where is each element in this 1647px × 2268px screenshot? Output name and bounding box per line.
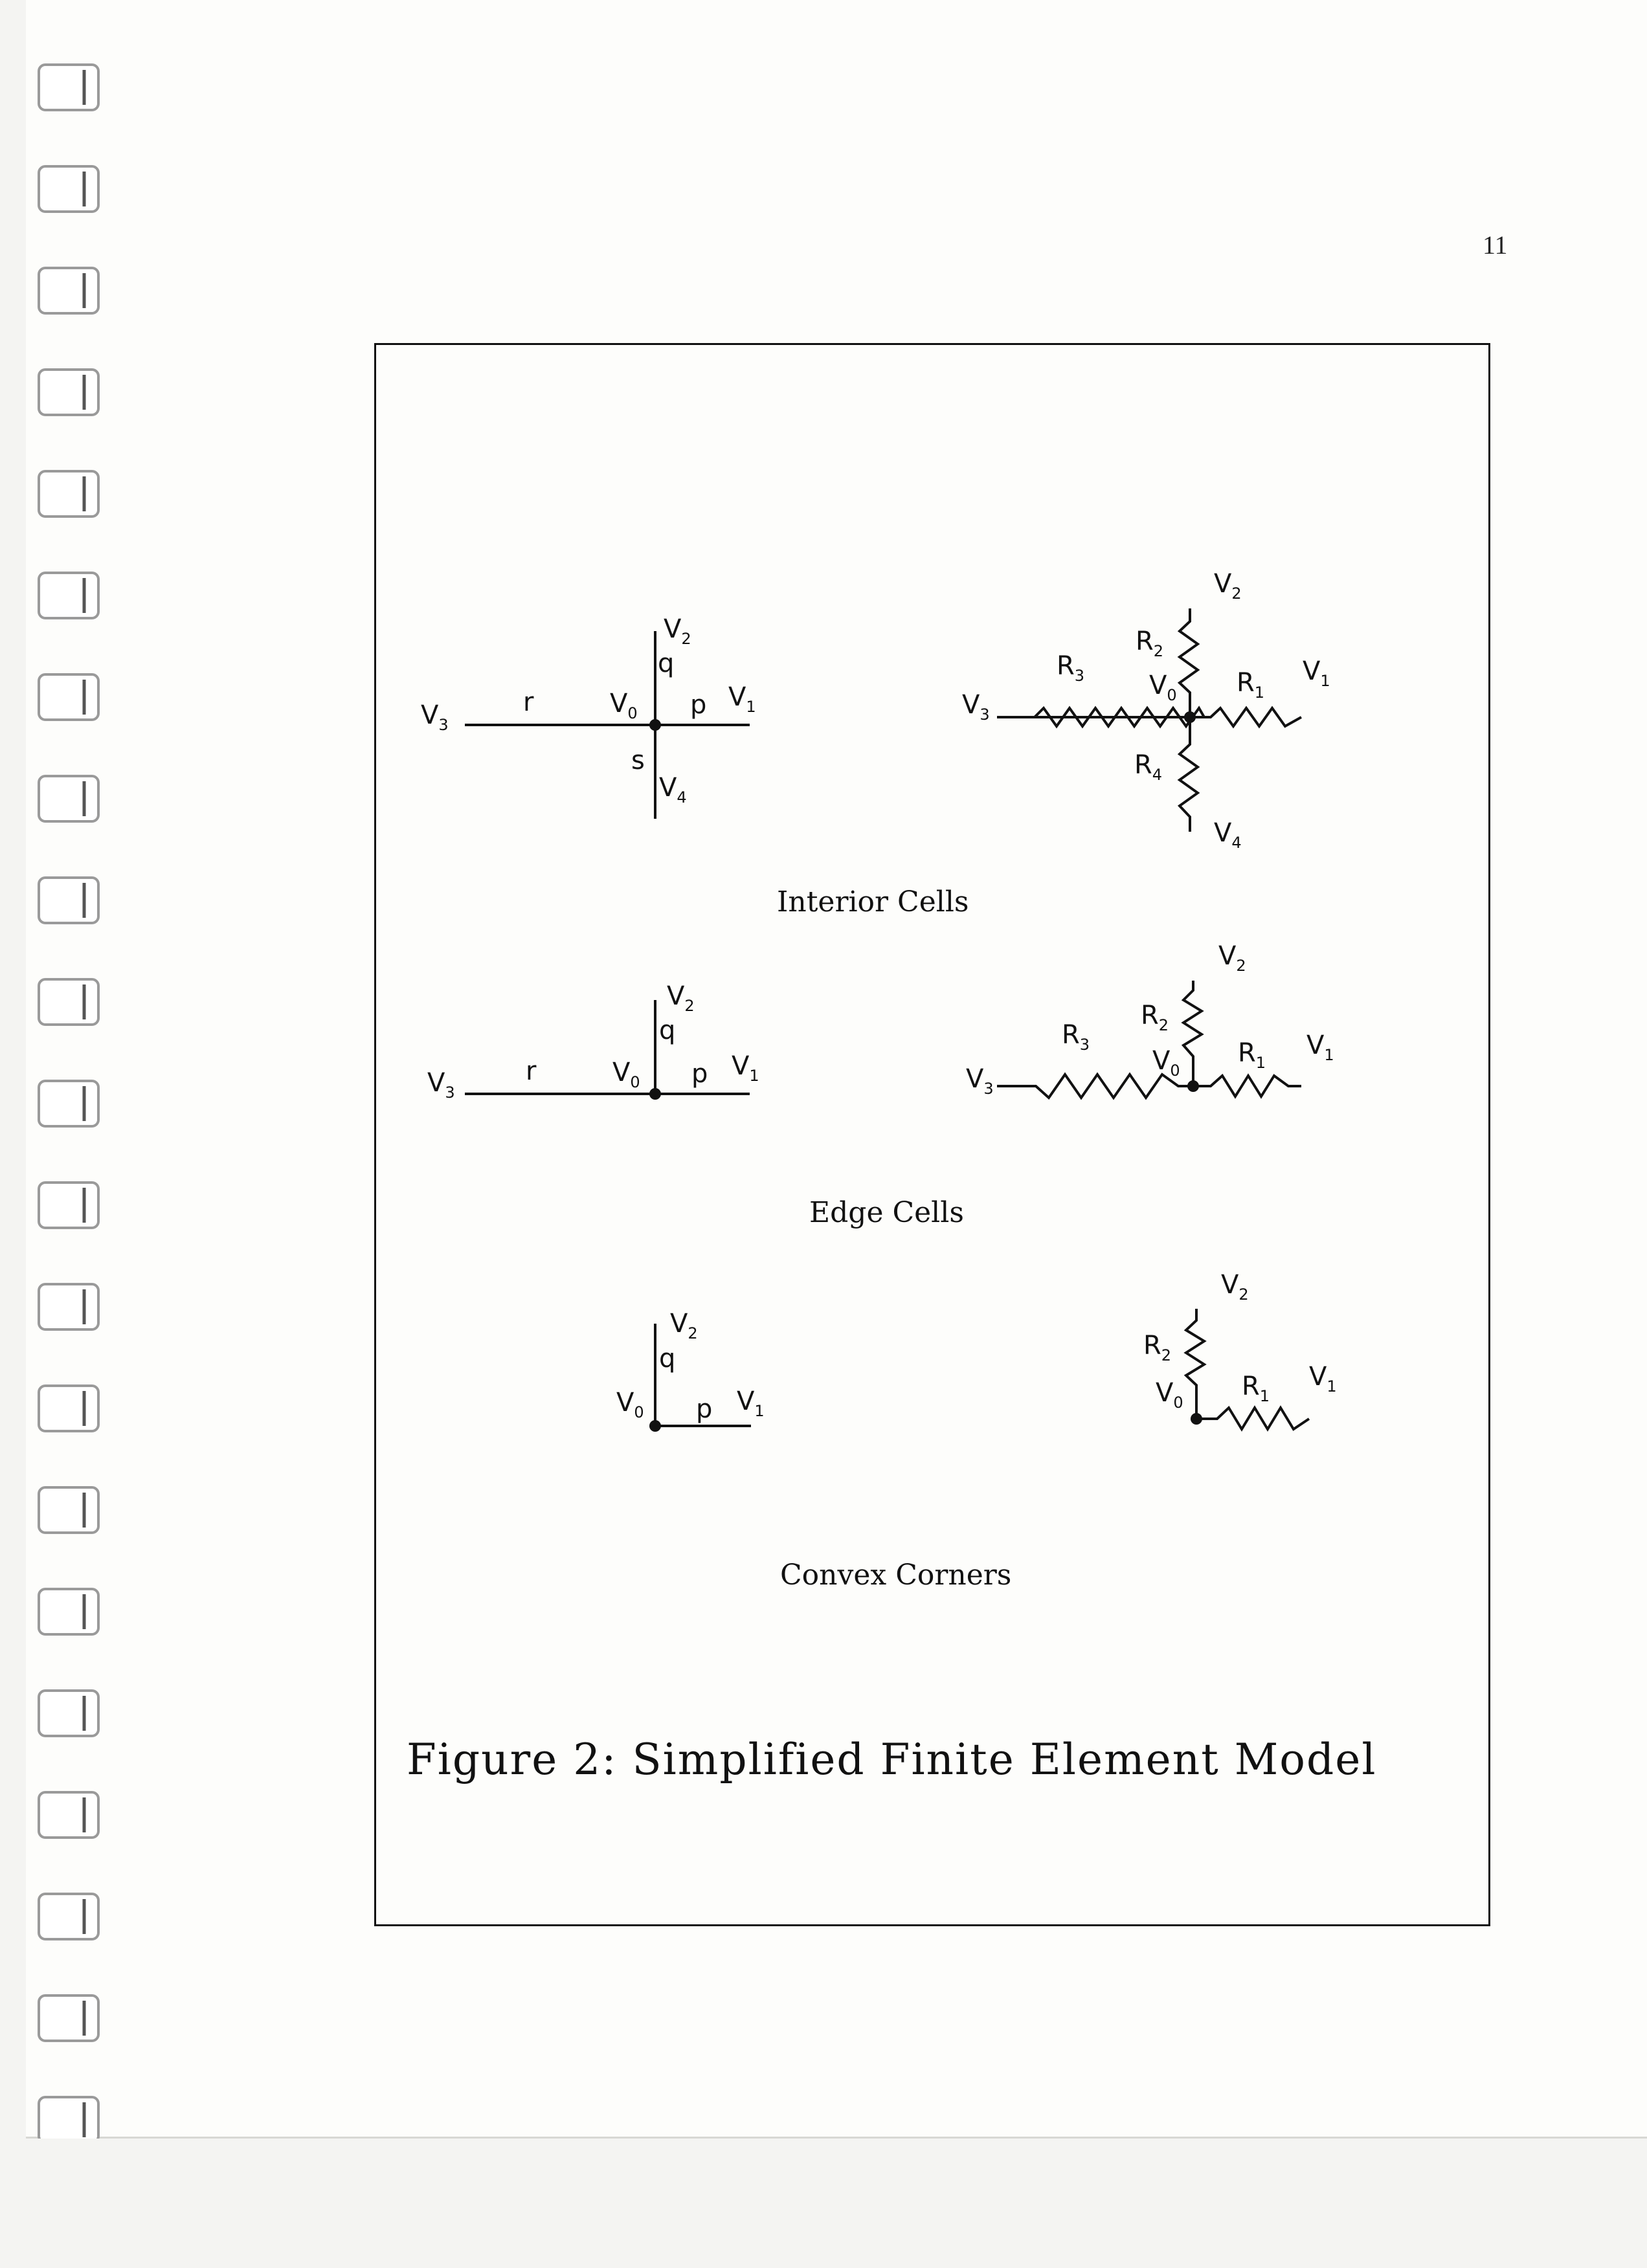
label-s: s — [631, 746, 645, 775]
label-r: r — [523, 687, 534, 717]
label-v3: $V_3$ — [962, 690, 990, 724]
label-v1: $V_1$ — [732, 1051, 759, 1085]
caption-interior-cells: Interior Cells — [777, 885, 969, 918]
label-v2: $V_2$ — [667, 981, 695, 1015]
label-v0: $V_0$ — [616, 1388, 644, 1421]
label-q: q — [659, 1016, 676, 1045]
label-v3: $V_3$ — [427, 1068, 455, 1102]
label-q: q — [658, 649, 675, 678]
label-v0: $V_0$ — [1152, 1046, 1180, 1080]
edge-resistor-node — [1187, 1080, 1199, 1092]
label-r4: $R_4$ — [1134, 750, 1163, 784]
label-v4: $V_4$ — [1214, 818, 1242, 852]
label-r1: $R_1$ — [1238, 1038, 1266, 1072]
label-v0: $V_0$ — [1149, 671, 1177, 704]
label-q: q — [659, 1344, 676, 1373]
label-v2: $V_2$ — [664, 614, 691, 648]
interior-cell-lines — [465, 631, 750, 819]
label-r2: $R_2$ — [1141, 1001, 1169, 1034]
label-v3: $V_3$ — [421, 700, 449, 734]
label-v2: $V_2$ — [1218, 941, 1246, 975]
label-p: p — [691, 1059, 708, 1089]
figure-title: Figure 2: Simplified Finite Element Model — [407, 1735, 1377, 1784]
corner-node — [649, 1420, 661, 1432]
label-v3: $V_3$ — [966, 1064, 994, 1098]
label-v0: $V_0$ — [610, 689, 638, 722]
label-r2: $R_2$ — [1143, 1331, 1172, 1364]
label-v1: $V_1$ — [1306, 1030, 1334, 1064]
corner-resistor-node — [1191, 1413, 1202, 1425]
page-number: 11 — [1483, 230, 1508, 260]
label-v2: $V_2$ — [670, 1309, 698, 1342]
label-v1: $V_1$ — [728, 682, 756, 716]
label-v2: $V_2$ — [1214, 569, 1242, 603]
label-r1: $R_1$ — [1242, 1372, 1270, 1405]
corner-cell-resistors — [1186, 1309, 1309, 1429]
label-p: p — [690, 690, 707, 720]
label-v2: $V_2$ — [1221, 1270, 1249, 1304]
label-r3: $R_3$ — [1062, 1020, 1090, 1054]
interior-resistor-node — [1184, 711, 1196, 723]
label-v0: $V_0$ — [1156, 1378, 1183, 1412]
label-r1: $R_1$ — [1237, 668, 1265, 702]
edge-node — [649, 1088, 661, 1100]
label-v4: $V_4$ — [659, 773, 687, 806]
label-v0: $V_0$ — [612, 1058, 640, 1091]
label-r3: $R_3$ — [1057, 651, 1085, 685]
label-v1: $V_1$ — [737, 1386, 765, 1420]
label-r2: $R_2$ — [1136, 627, 1164, 660]
label-r: r — [526, 1056, 537, 1086]
interior-node — [649, 719, 661, 731]
label-p: p — [696, 1394, 713, 1424]
label-v1: $V_1$ — [1303, 656, 1330, 690]
caption-convex-corners: Convex Corners — [780, 1559, 1012, 1592]
label-v1: $V_1$ — [1309, 1362, 1337, 1395]
caption-edge-cells: Edge Cells — [809, 1196, 964, 1229]
